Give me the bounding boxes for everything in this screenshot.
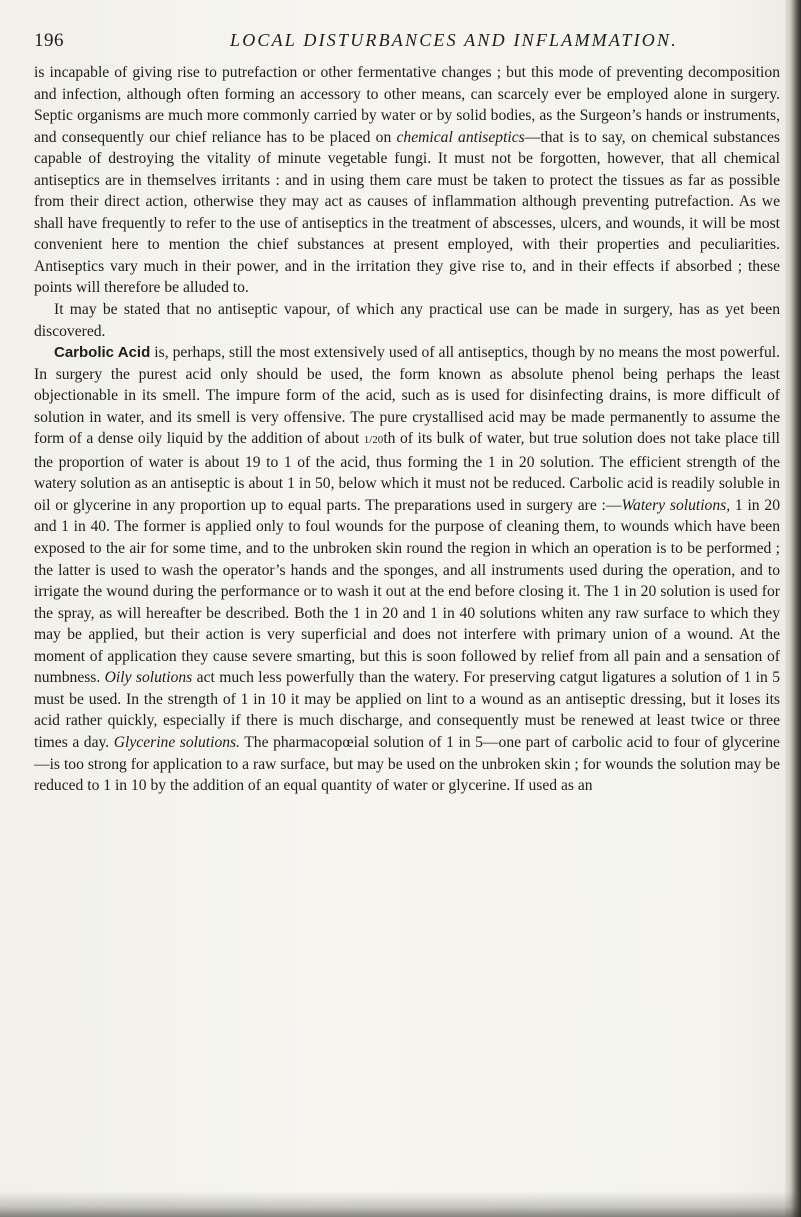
- heading-carbolic-acid: Carbolic Acid: [54, 344, 151, 362]
- text-run: is, perhaps, still the most extensively used of all antiseptics, though by no means the most powerful. In surgery the purest acid only should be used, the form known as absolute phenol being perhaps the least objectionable in its smell. The impure form of the acid, such as is used for disinfecting drains, is more difficult of solution in water, and its smell is very offensive. The pure crystallised acid may be made permanently to assume the form of a dense oily liquid by the addition of about: [34, 344, 780, 448]
- text-run: th of its bulk of water, but true solution does not take place till the proportion of water is about 19 to 1 of the acid, thus forming the 1 in 20 solution. The efficient strength of the watery solution as an antiseptic is about 1 in 50, below which it must not be reduced. Carbolic acid is readily soluble in oil or glycerine in any proportion up to equal parts. The preparations used in surgery are :—: [34, 430, 780, 514]
- bottom-edge-shadow: [0, 1191, 801, 1217]
- text-run: act much less powerfully than the watery. For preserving catgut ligatures a solution of 1 in 5 must be used. In the strength of 1 in 10 it may be applied on lint to a wound as an antiseptic dressing, but it loses its acid rather quickly, especially if there is much discharge, and consequently must be renewed at least twice or three times a day.: [34, 669, 780, 751]
- page-header: [34, 30, 774, 58]
- italic-term-glycerine-solutions: Glycerine solutions.: [113, 733, 241, 751]
- paragraph-continued: [34, 62, 780, 299]
- fraction-one-twentieth: 1/20: [363, 434, 384, 447]
- paragraph-carbolic-acid: [34, 342, 780, 796]
- text-run: 1 in 20 and 1 in 40. The former is applied only to foul wounds for the purpose of cleaning them, to wounds which have been exposed to the air for some time, and to the unbroken skin round the region in which an operation is to be performed ; the latter is used to wash the operator’s hands and the sponges, and all instruments used during the operation, and to irrigate the wound during the performance or to wash it out at the end before closing it. The 1 in 20 solution is used for the spray, as will hereafter be described. Both the 1 in 20 and 1 in 40 solutions whiten any raw surface to which they may be applied, but their action is very superficial and does not interfere with primary union of a wound. At the moment of application they cause severe smarting, but this is soon followed by relief from all pain and a sensation of numbness.: [34, 496, 780, 687]
- body-text: [34, 62, 780, 797]
- text-run: —that is to say, on chemical substances capable of destroying the vitality of minute vegetable fungi. It must not be forgotten, however, that all chemical antiseptics are in themselves irritants : and in using them care must be taken to protect the tissues as far as possible from their direct action, otherwise they may act as causes of inflammation although preventing putrefaction. As we shall have frequently to refer to the use of antiseptics in the treatment of abscesses, ulcers, and wounds, it will be most convenient here to mention the chief substances at present employed, with their properties and peculiarities. Antiseptics vary much in their power, and in the irritation they give rise to, and in their effects if absorbed ; these points will therefore be alluded to.: [34, 128, 780, 297]
- text-run: The pharmacopœial solution of 1 in 5—one part of carbolic acid to four of glycerine—is too strong for application to a raw surface, but may be used on the unbroken skin ; for wounds the solution may be reduced to 1 in 10 by the addition of an equal quantity of water or glycerine. If used as an: [34, 733, 780, 795]
- running-head: LOCAL DISTURBANCES AND INFLAMMATION.: [230, 30, 678, 50]
- italic-term-chemical-antiseptics: chemical antiseptics: [396, 128, 525, 146]
- text-run: It may be stated that no antiseptic vapour, of which any practical use can be made in surgery, has as yet been discovered.: [34, 301, 780, 340]
- text-run: is incapable of giving rise to putrefaction or other fermentative changes ; but this mode of preventing decomposition and infection, although often forming an accessory to other means, can scarcely ever be employed alone in surgery. Septic organisms are much more commonly carried by water or by solid bodies, as the Surgeon’s hands or instruments, and consequently our chief reliance has to be placed on: [34, 64, 780, 146]
- page-number: 196: [34, 30, 64, 51]
- italic-term-oily-solutions: Oily solutions: [104, 669, 193, 687]
- book-spine-shadow: [785, 0, 801, 1217]
- italic-term-watery-solutions: Watery solutions,: [621, 496, 731, 514]
- paragraph-antiseptic-vapour: [34, 299, 780, 342]
